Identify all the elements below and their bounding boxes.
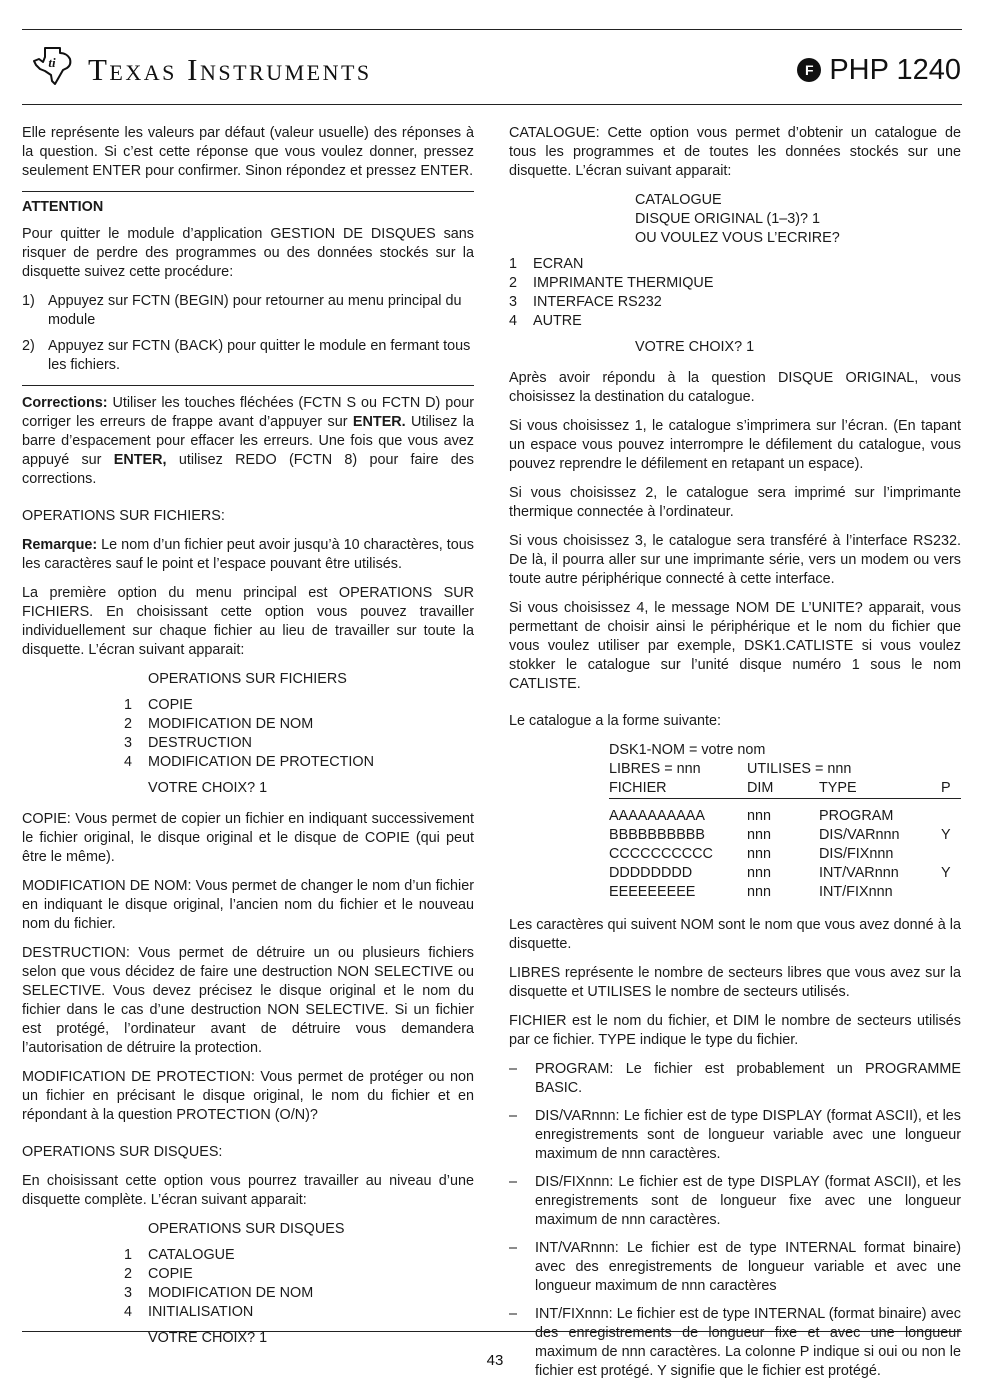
list-item: 3 DESTRUCTION xyxy=(124,735,252,751)
screen-line: OU VOULEZ VOUS L’ECRIRE? xyxy=(635,230,840,246)
screen-choice: VOTRE CHOIX? 1 xyxy=(635,339,755,355)
paragraph: Si vous choisissez 1, le catalogue s’imprimera sur l’écran. (En tapant un espace vous pouvez interrompre le défilement du catalogue, vous pouvez reprendre le défilement en retapant un espace). xyxy=(509,418,961,472)
header-rule xyxy=(22,104,962,105)
screen-title: OPERATIONS SUR FICHIERS xyxy=(148,671,347,687)
file-types-list xyxy=(509,1060,961,1381)
files-menu-screen xyxy=(22,670,474,798)
files-heading: OPERATIONS SUR FICHIERS: xyxy=(22,508,225,524)
model-label xyxy=(797,50,961,90)
list-item: – DIS/FIXnnn: Le fichier est de type DISPLAY (format ASCII), et les enregistrements sont de longueur fixe avec une longueur maximum de nnn caractères. xyxy=(509,1174,961,1228)
destruction-paragraph: DESTRUCTION: Vous permet de détruire un ou plusieurs fichiers selon que vous décidez de faire une destruction NON SELECTIVE ou SELECTIVE. Vous devez précisez le disque original et le nom du fichier dans le cas d’une destruction NON SELECTIVE. Si un fichier est protégé, l’ordinateur avant de détruire vous demandera l’autorisation de détruire la protection. xyxy=(22,945,474,1056)
list-item: 2 COPIE xyxy=(124,1266,193,1282)
list-item: 1 COPIE xyxy=(124,697,193,713)
language-badge-icon: F xyxy=(797,58,821,82)
section-divider xyxy=(22,385,474,386)
list-item: 1 CATALOGUE xyxy=(124,1247,235,1263)
catalogue-screen xyxy=(509,191,961,357)
svg-text:ti: ti xyxy=(48,55,56,70)
screen-title: OPERATIONS SUR DISQUES xyxy=(148,1221,345,1237)
table-row: CCCCCCCCCC nnn DIS/FIXnnn xyxy=(609,846,894,862)
paragraph: LIBRES représente le nombre de secteurs libres que vous avez sur la disquette et UTILISES le nombre de secteurs utilisés. xyxy=(509,965,961,1000)
table-row: DDDDDDDD nnn INT/VARnnn Y xyxy=(609,865,951,881)
attention-paragraph: Pour quitter le module d’application GESTION DE DISQUES sans risquer de perdre des programmes ou des données stockés sur la disquette suivez cette procédure: xyxy=(22,226,474,280)
catalog-listing xyxy=(609,741,961,902)
list-item: 2) Appuyez sur FCTN (BACK) pour quitter le module en fermant tous les fichiers. xyxy=(22,338,471,373)
table-row: AAAAAAAAAA nnn PROGRAM xyxy=(609,808,894,824)
screen-choice: VOTRE CHOIX? 1 xyxy=(148,780,268,796)
catalog-disk-name: DSK1-NOM = votre nom xyxy=(609,742,766,758)
list-item: 4 INITIALISATION xyxy=(124,1304,254,1320)
intro-paragraph: Elle représente les valeurs par défaut (valeur usuelle) des réponses à la question. Si c’est cette réponse que vous voulez donner, pressez seulement ENTER pour confirmer. Sinon répondez et pressez ENTER. xyxy=(22,125,474,179)
disks-intro-paragraph: En choisissant cette option vous pourrez travailler au niveau d’une disquette complète. L’écran suivant apparait: xyxy=(22,1173,474,1208)
list-item: 3 INTERFACE RS232 xyxy=(509,294,662,310)
model-number: PHP 1240 xyxy=(829,53,961,86)
list-item: – DIS/VARnnn: Le fichier est de type DISPLAY (format ASCII), et les enregistrements sont de longueur variable avec une longueur maximum de nnn caractères. xyxy=(509,1108,961,1162)
catalog-header-row: FICHIER DIM TYPE P xyxy=(609,779,961,803)
list-item: 1) Appuyez sur FCTN (BEGIN) pour retourner au menu principal du module xyxy=(22,293,462,328)
copie-paragraph: COPIE: Vous permet de copier un fichier en indiquant successivement le fichier original, le disque original et le disque de COPIE (qui peut être le même). xyxy=(22,811,474,865)
modif-nom-paragraph: MODIFICATION DE NOM: Vous permet de changer le nom d’un fichier en indiquant le disque original, l’ancien nom du fichier et le nouveau nom du fichier. xyxy=(22,878,474,932)
paragraph: Si vous choisissez 4, le message NOM DE L’UNITE? apparait, vous permettant de choisir ainsi le périphérique et le nom du fichier que vous voulez utiliser par exemple, DSK1.CATLISTE si vous voulez stokker le catalogue sur l’unité disque numéro 1 sous le nom CATLISTE. xyxy=(509,600,961,692)
right-column xyxy=(509,124,961,1391)
paragraph: Après avoir répondu à la question DISQUE ORIGINAL, vous choisissez la destination du catalogue. xyxy=(509,370,961,405)
screen-title: CATALOGUE xyxy=(635,192,722,208)
list-item: 3 MODIFICATION DE NOM xyxy=(124,1285,314,1301)
screen-choice: VOTRE CHOIX? 1 xyxy=(148,1330,268,1346)
modif-protection-paragraph: MODIFICATION DE PROTECTION: Vous permet de protéger ou non un fichier en précisant le disque original, le nom du fichier et en répondant à la question PROTECTION (O/N)? xyxy=(22,1069,474,1123)
corrections-paragraph: Corrections: Utiliser les touches fléchées (FCTN S ou FCTN D) pour corriger les erreurs de frappe avant d’appuyer sur ENTER. Utilisez la barre d’espacement pour effacer les erreurs. Une fois que vous avez appuyé sur ENTER, utilisez REDO (FCTN 8) pour faire des corrections. xyxy=(22,395,474,487)
table-row: EEEEEEEEE nnn INT/FIXnnn xyxy=(609,884,893,900)
catalogue-intro-paragraph: CATALOGUE: Cette option vous permet d’obtenir un catalogue de tous les programmes et de toutes les données stockés sur une disquette. L’écran suivant apparait: xyxy=(509,125,961,179)
list-item: 2 IMPRIMANTE THERMIQUE xyxy=(509,275,714,291)
list-item: – INT/FIXnnn: Le fichier est de type INTERNAL (format binaire) avec des enregistrements de longueur fixe et avec une longueur maximum de nnn caractères. La colonne P indique si oui ou non le fichier est protégé. Y signifie que le fichier est protégé. xyxy=(509,1306,961,1379)
paragraph: Si vous choisissez 2, le catalogue sera imprimé sur l’imprimante thermique connectée à l’ordinateur. xyxy=(509,485,961,520)
files-intro-paragraph: La première option du menu principal est OPERATIONS SUR FICHIERS. En choisissant cette option vous pouvez travailler individuellement sur chaque fichier au lieu de travailler sur toute la disquette. L’écran suivant apparait: xyxy=(22,585,474,658)
catalog-form-paragraph: Le catalogue a la forme suivante: xyxy=(509,713,721,729)
paragraph: FICHIER est le nom du fichier, et DIM le nombre de secteurs utilisés par ce fichier. TYPE indique le type du fichier. xyxy=(509,1013,961,1048)
texas-instruments-logo-icon xyxy=(30,44,74,88)
page-number: 43 xyxy=(486,1352,504,1369)
list-item: 2 MODIFICATION DE NOM xyxy=(124,716,314,732)
list-item: 1 ECRAN xyxy=(509,256,584,272)
disks-heading: OPERATIONS SUR DISQUES: xyxy=(22,1144,223,1160)
paragraph: Si vous choisissez 3, le catalogue sera transféré à l’interface RS232. De là, il pourra aller sur une imprimante série, vers un modem ou vers toute autre périphérique connecté à cette interface. xyxy=(509,533,961,587)
attention-heading: ATTENTION xyxy=(22,191,474,217)
footer-rule xyxy=(22,1331,962,1332)
brand-title: Texas Instruments xyxy=(88,52,372,87)
top-rule xyxy=(22,29,962,30)
paragraph: Les caractères qui suivent NOM sont le nom que vous avez donné à la disquette. xyxy=(509,917,961,952)
table-row: BBBBBBBBBB nnn DIS/VARnnn Y xyxy=(609,827,951,843)
list-item: – INT/VARnnn: Le fichier est de type INTERNAL format binaire) avec des enregistrements de longueur variable et avec une longueur maximum de nnn caractères xyxy=(509,1240,961,1294)
disks-menu-screen xyxy=(22,1220,474,1348)
screen-line: DISQUE ORIGINAL (1–3)? 1 xyxy=(635,211,821,227)
list-item: 4 AUTRE xyxy=(509,313,582,329)
list-item: – PROGRAM: Le fichier est probablement un PROGRAMME BASIC. xyxy=(509,1061,961,1096)
catalog-sectors: LIBRES = nnn UTILISES = nnn xyxy=(609,761,852,777)
list-item: 4 MODIFICATION DE PROTECTION xyxy=(124,754,374,770)
remark-paragraph: Remarque: Le nom d’un fichier peut avoir jusqu’à 10 charactères, tous les caractères sauf le point et l’espace pouvant être utilisés. xyxy=(22,537,474,572)
